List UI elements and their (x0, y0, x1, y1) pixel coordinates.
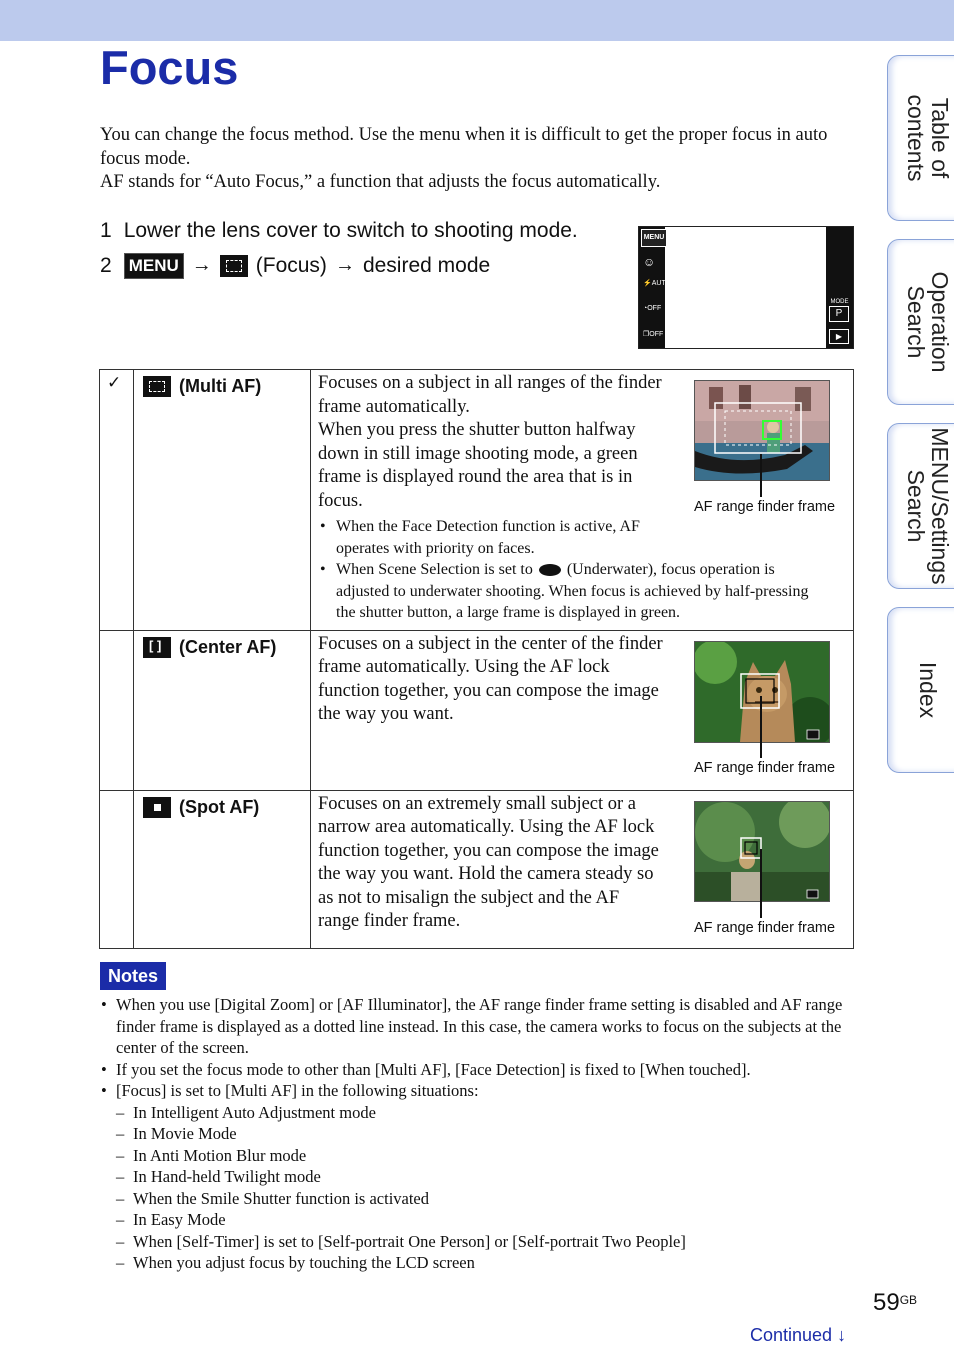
notes-list (100, 994, 855, 1274)
mode-label: (Center AF) (179, 636, 277, 657)
arrow-right-icon: → (191, 254, 212, 276)
intro-text (100, 124, 850, 195)
spot-af-sample-photo (694, 801, 830, 902)
step-1 (100, 213, 578, 248)
mode-name (134, 791, 310, 818)
list-item: – When [Self-Timer] is set to [Self-portrait One Person] or [Self-portrait Two People] (116, 1231, 855, 1253)
mode-description-cell (311, 790, 854, 948)
flash-auto-icon: ⚡AUTO (643, 280, 672, 287)
list-item: – In Easy Mode (116, 1209, 855, 1231)
camera-screen-illustration (638, 226, 854, 349)
focus-icon (220, 255, 248, 277)
list-item: – When the Smile Shutter function is activated (116, 1188, 855, 1210)
continued-link[interactable]: Continued ↓ (750, 1325, 847, 1345)
notes-label: Notes (100, 962, 166, 990)
step-text: Lower the lens cover to switch to shooting mode. (123, 218, 578, 242)
tab-label: Operation Search (903, 271, 953, 373)
step-target: desired mode (362, 253, 491, 277)
list-item: • When you use [Digital Zoom] or [AF Illuminator], the AF range finder frame setting is disabled and AF range finder frame is displayed as a dotted line instead. In this case, the camera works to focus on the subjects at the center of the screen. (100, 994, 855, 1059)
intro-paragraph: AF stands for “Auto Focus,” a function that adjusts the focus automatically. (100, 172, 661, 192)
table-row (100, 790, 854, 948)
burst-icon: ❐OFF (643, 331, 664, 338)
focus-modes-table (99, 369, 854, 949)
mode-label: (Spot AF) (179, 796, 260, 817)
tab-table-of-contents[interactable] (887, 55, 954, 221)
tab-label: Table of contents (903, 94, 953, 182)
tab-label: Index (915, 661, 941, 719)
mode-description: Focuses on an extremely small subject or a narrow area automatically. Using the AF lock function together, you can compose the image the way you want. Hold the camera steady so as not to misalign the subject and the AF range finder frame. (318, 793, 659, 931)
mode-description: Focuses on a subject in the center of the finder frame automatically. Using the AF lock function together, you can compose the image the way you want. (318, 633, 663, 724)
mode-label: MODE (830, 299, 849, 305)
mode-name-cell (134, 370, 311, 631)
table-row (100, 370, 854, 631)
check-cell (100, 630, 134, 790)
leader-line (760, 849, 762, 918)
underwater-icon (539, 564, 561, 576)
multi-af-sample-photo (694, 380, 830, 481)
center-af-sample-photo (694, 641, 830, 743)
focus-label: (Focus) (255, 253, 327, 277)
step-2 (100, 248, 578, 283)
step-number: 1 (100, 218, 112, 242)
tab-index[interactable] (887, 607, 954, 773)
program-mode-icon: P (829, 306, 849, 322)
list-item (100, 1080, 855, 1274)
playback-icon: ▶ (829, 329, 849, 344)
page-number: $59^{GB}$ (873, 1289, 918, 1316)
center-af-icon (143, 637, 171, 658)
leader-line (760, 454, 762, 497)
menu-icon: MENU (124, 253, 184, 279)
self-timer-icon: ◔OFF (643, 305, 662, 312)
mode-name (134, 631, 310, 658)
spot-af-icon (143, 797, 171, 818)
mode-label: (Multi AF) (179, 376, 262, 396)
default-check-cell (100, 370, 134, 631)
leader-line (760, 696, 762, 758)
list-item-text: [Focus] is set to [Multi AF] in the following situations: (116, 1081, 479, 1100)
camera-left-bar (639, 227, 672, 348)
mode-description (311, 370, 663, 513)
step-number: 2 (100, 253, 112, 277)
list-item: – When you adjust focus by touching the LCD screen (116, 1252, 855, 1274)
list-item: – In Hand-held Twilight mode (116, 1166, 855, 1188)
tab-operation-search[interactable] (887, 239, 954, 405)
mode-name-cell (134, 630, 311, 790)
list-item: • If you set the focus mode to other than [Multi AF], [Face Detection] is fixed to [When touched]. (100, 1059, 855, 1081)
check-cell (100, 790, 134, 948)
camera-menu-icon: MENU (641, 229, 667, 247)
intro-paragraph: You can change the focus method. Use the menu when it is difficult to get the proper focus in auto focus mode. (100, 125, 828, 169)
mode-name (134, 370, 310, 397)
arrow-right-icon: → (334, 254, 355, 276)
af-frame-caption: AF range finder frame (694, 919, 836, 936)
page-title: Focus (100, 41, 239, 94)
sub-list (116, 1102, 855, 1274)
tab-label: MENU/Settings Search (903, 427, 953, 585)
table-row (100, 630, 854, 790)
af-frame-caption: AF range finder frame (694, 759, 836, 776)
tab-menu-settings-search[interactable] (887, 423, 954, 589)
description-paragraph: Focuses on a subject in all ranges of the finder frame automatically. (318, 373, 662, 417)
mode-description-cell (311, 370, 854, 631)
multi-af-icon (143, 376, 171, 397)
header-bar (0, 0, 954, 41)
default-check-icon: ✓ (107, 373, 122, 393)
af-frame-caption: AF range finder frame (694, 499, 836, 515)
list-item: – In Intelligent Auto Adjustment mode (116, 1102, 855, 1124)
steps (100, 213, 578, 283)
smile-icon: ☺ (643, 255, 656, 269)
list-item: • When the Face Detection function is active, AF operates with priority on faces. (318, 516, 676, 559)
camera-right-bar (826, 227, 853, 348)
mode-name-cell (134, 790, 311, 948)
description-paragraph: When you press the shutter button halfway down in still image shooting mode, a green frame is displayed round the area that is in focus. (318, 420, 638, 511)
mode-bullets (318, 516, 813, 624)
list-item: • When Scene Selection is set to (Underwater), focus operation is adjusted to underwater shooting. When focus is achieved by half-pressing the shutter button, a large frame is displayed in green. (318, 559, 813, 624)
mode-description-cell (311, 630, 854, 790)
list-item: – In Movie Mode (116, 1123, 855, 1145)
list-item: – In Anti Motion Blur mode (116, 1145, 855, 1167)
